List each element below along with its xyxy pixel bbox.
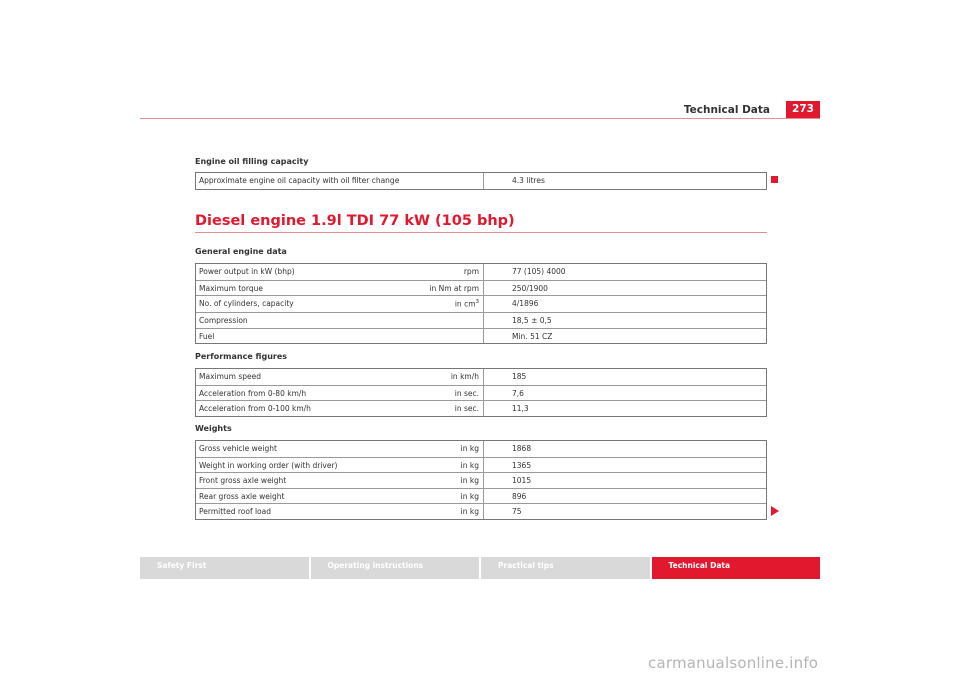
- column-divider: [483, 329, 484, 344]
- column-divider: [483, 281, 484, 296]
- row-value: 896: [512, 491, 527, 501]
- row-name: Power output in kW (bhp): [199, 267, 295, 276]
- column-divider: [483, 441, 484, 457]
- table-row: [196, 312, 766, 328]
- section-divider: [195, 232, 767, 233]
- row-name: Permitted roof load: [199, 507, 272, 517]
- column-divider: [483, 473, 484, 488]
- row-value: 77 (105) 4000: [512, 267, 566, 276]
- row-name: Compression: [199, 316, 248, 326]
- row-value: 1015: [512, 476, 532, 486]
- row-value: 250/1900: [512, 283, 548, 293]
- row-value: 1365: [512, 460, 532, 470]
- row-name: Maximum speed: [199, 372, 261, 381]
- tab-technical-data[interactable]: Technical Data: [652, 557, 821, 579]
- row-name: Maximum torque: [199, 283, 263, 293]
- row-unit: in km/h: [450, 372, 479, 381]
- oil-capacity-table: [195, 172, 767, 190]
- weights-table: [195, 440, 767, 520]
- row-name: Acceleration from 0-80 km/h: [199, 388, 307, 398]
- row-value: 4/1896: [512, 299, 539, 309]
- watermark-text: carmanualsonline.info: [648, 654, 819, 672]
- row-value: 7,6: [512, 388, 524, 398]
- row-unit: in kg: [460, 476, 479, 486]
- row-value: 4.3 litres: [512, 176, 545, 185]
- row-name: No. of cylinders, capacity: [199, 299, 294, 309]
- row-unit: in Nm at rpm: [429, 283, 479, 293]
- table-row: [196, 488, 766, 504]
- general-engine-heading: General engine data: [195, 247, 287, 256]
- column-divider: [483, 369, 484, 385]
- header-divider: [140, 118, 820, 119]
- row-value: 75: [512, 507, 522, 517]
- row-unit: in cm: [454, 299, 476, 309]
- row-unit-wrapper: [455, 299, 479, 309]
- table-row: [196, 441, 766, 457]
- row-value: 1868: [512, 444, 532, 453]
- table-row: [196, 400, 766, 416]
- row-name: Weight in working order (with driver): [199, 460, 338, 470]
- row-name: Front gross axle weight: [199, 476, 287, 486]
- row-name: Rear gross axle weight: [199, 491, 285, 501]
- tab-operating-instructions[interactable]: Operating instructions: [311, 557, 480, 579]
- row-name: Approximate engine oil capacity with oil filter change: [199, 176, 400, 185]
- column-divider: [483, 296, 484, 312]
- column-divider: [483, 173, 484, 189]
- row-unit: in kg: [460, 491, 479, 501]
- weights-heading: Weights: [195, 424, 232, 433]
- table-row: [196, 173, 766, 189]
- general-engine-table: [195, 263, 767, 344]
- column-divider: [483, 489, 484, 504]
- tab-practical-tips[interactable]: Practical tips: [481, 557, 650, 579]
- table-row: [196, 369, 766, 385]
- page-number: 273: [786, 101, 820, 118]
- column-divider: [483, 401, 484, 416]
- performance-heading: Performance figures: [195, 352, 288, 361]
- row-name: Acceleration from 0-100 km/h: [199, 404, 311, 414]
- row-value: 11,3: [512, 404, 529, 414]
- tab-safety-first[interactable]: Safety First: [140, 557, 309, 579]
- square-end-mark-icon: [771, 176, 778, 183]
- continue-arrow-icon[interactable]: [771, 506, 779, 516]
- table-row: [196, 328, 766, 344]
- row-unit: in kg: [460, 507, 479, 517]
- row-value: 18,5 ± 0,5: [512, 316, 552, 326]
- footer-nav: [140, 557, 820, 579]
- row-unit-superscript: 3: [475, 299, 479, 306]
- row-unit: in kg: [460, 444, 479, 453]
- column-divider: [483, 458, 484, 473]
- table-row: [196, 457, 766, 473]
- page-header-title: Technical Data: [683, 104, 770, 116]
- row-unit: rpm: [463, 267, 479, 276]
- row-value: 185: [512, 372, 527, 381]
- column-divider: [483, 264, 484, 280]
- row-unit: in sec.: [454, 388, 479, 398]
- column-divider: [483, 504, 484, 519]
- table-row: [196, 280, 766, 296]
- row-name: Fuel: [199, 331, 215, 341]
- section-title: Diesel engine 1.9l TDI 77 kW (105 bhp): [195, 213, 515, 229]
- table-row: [196, 472, 766, 488]
- table-row: [196, 295, 766, 312]
- row-value: Min. 51 CZ: [512, 331, 553, 341]
- row-name: Gross vehicle weight: [199, 444, 277, 453]
- table-row: [196, 385, 766, 401]
- row-unit: in sec.: [454, 404, 479, 414]
- table-row: [196, 264, 766, 280]
- row-unit: in kg: [460, 460, 479, 470]
- table-row: [196, 503, 766, 519]
- performance-table: [195, 368, 767, 417]
- column-divider: [483, 313, 484, 328]
- column-divider: [483, 386, 484, 401]
- oil-capacity-heading: Engine oil filling capacity: [195, 157, 309, 166]
